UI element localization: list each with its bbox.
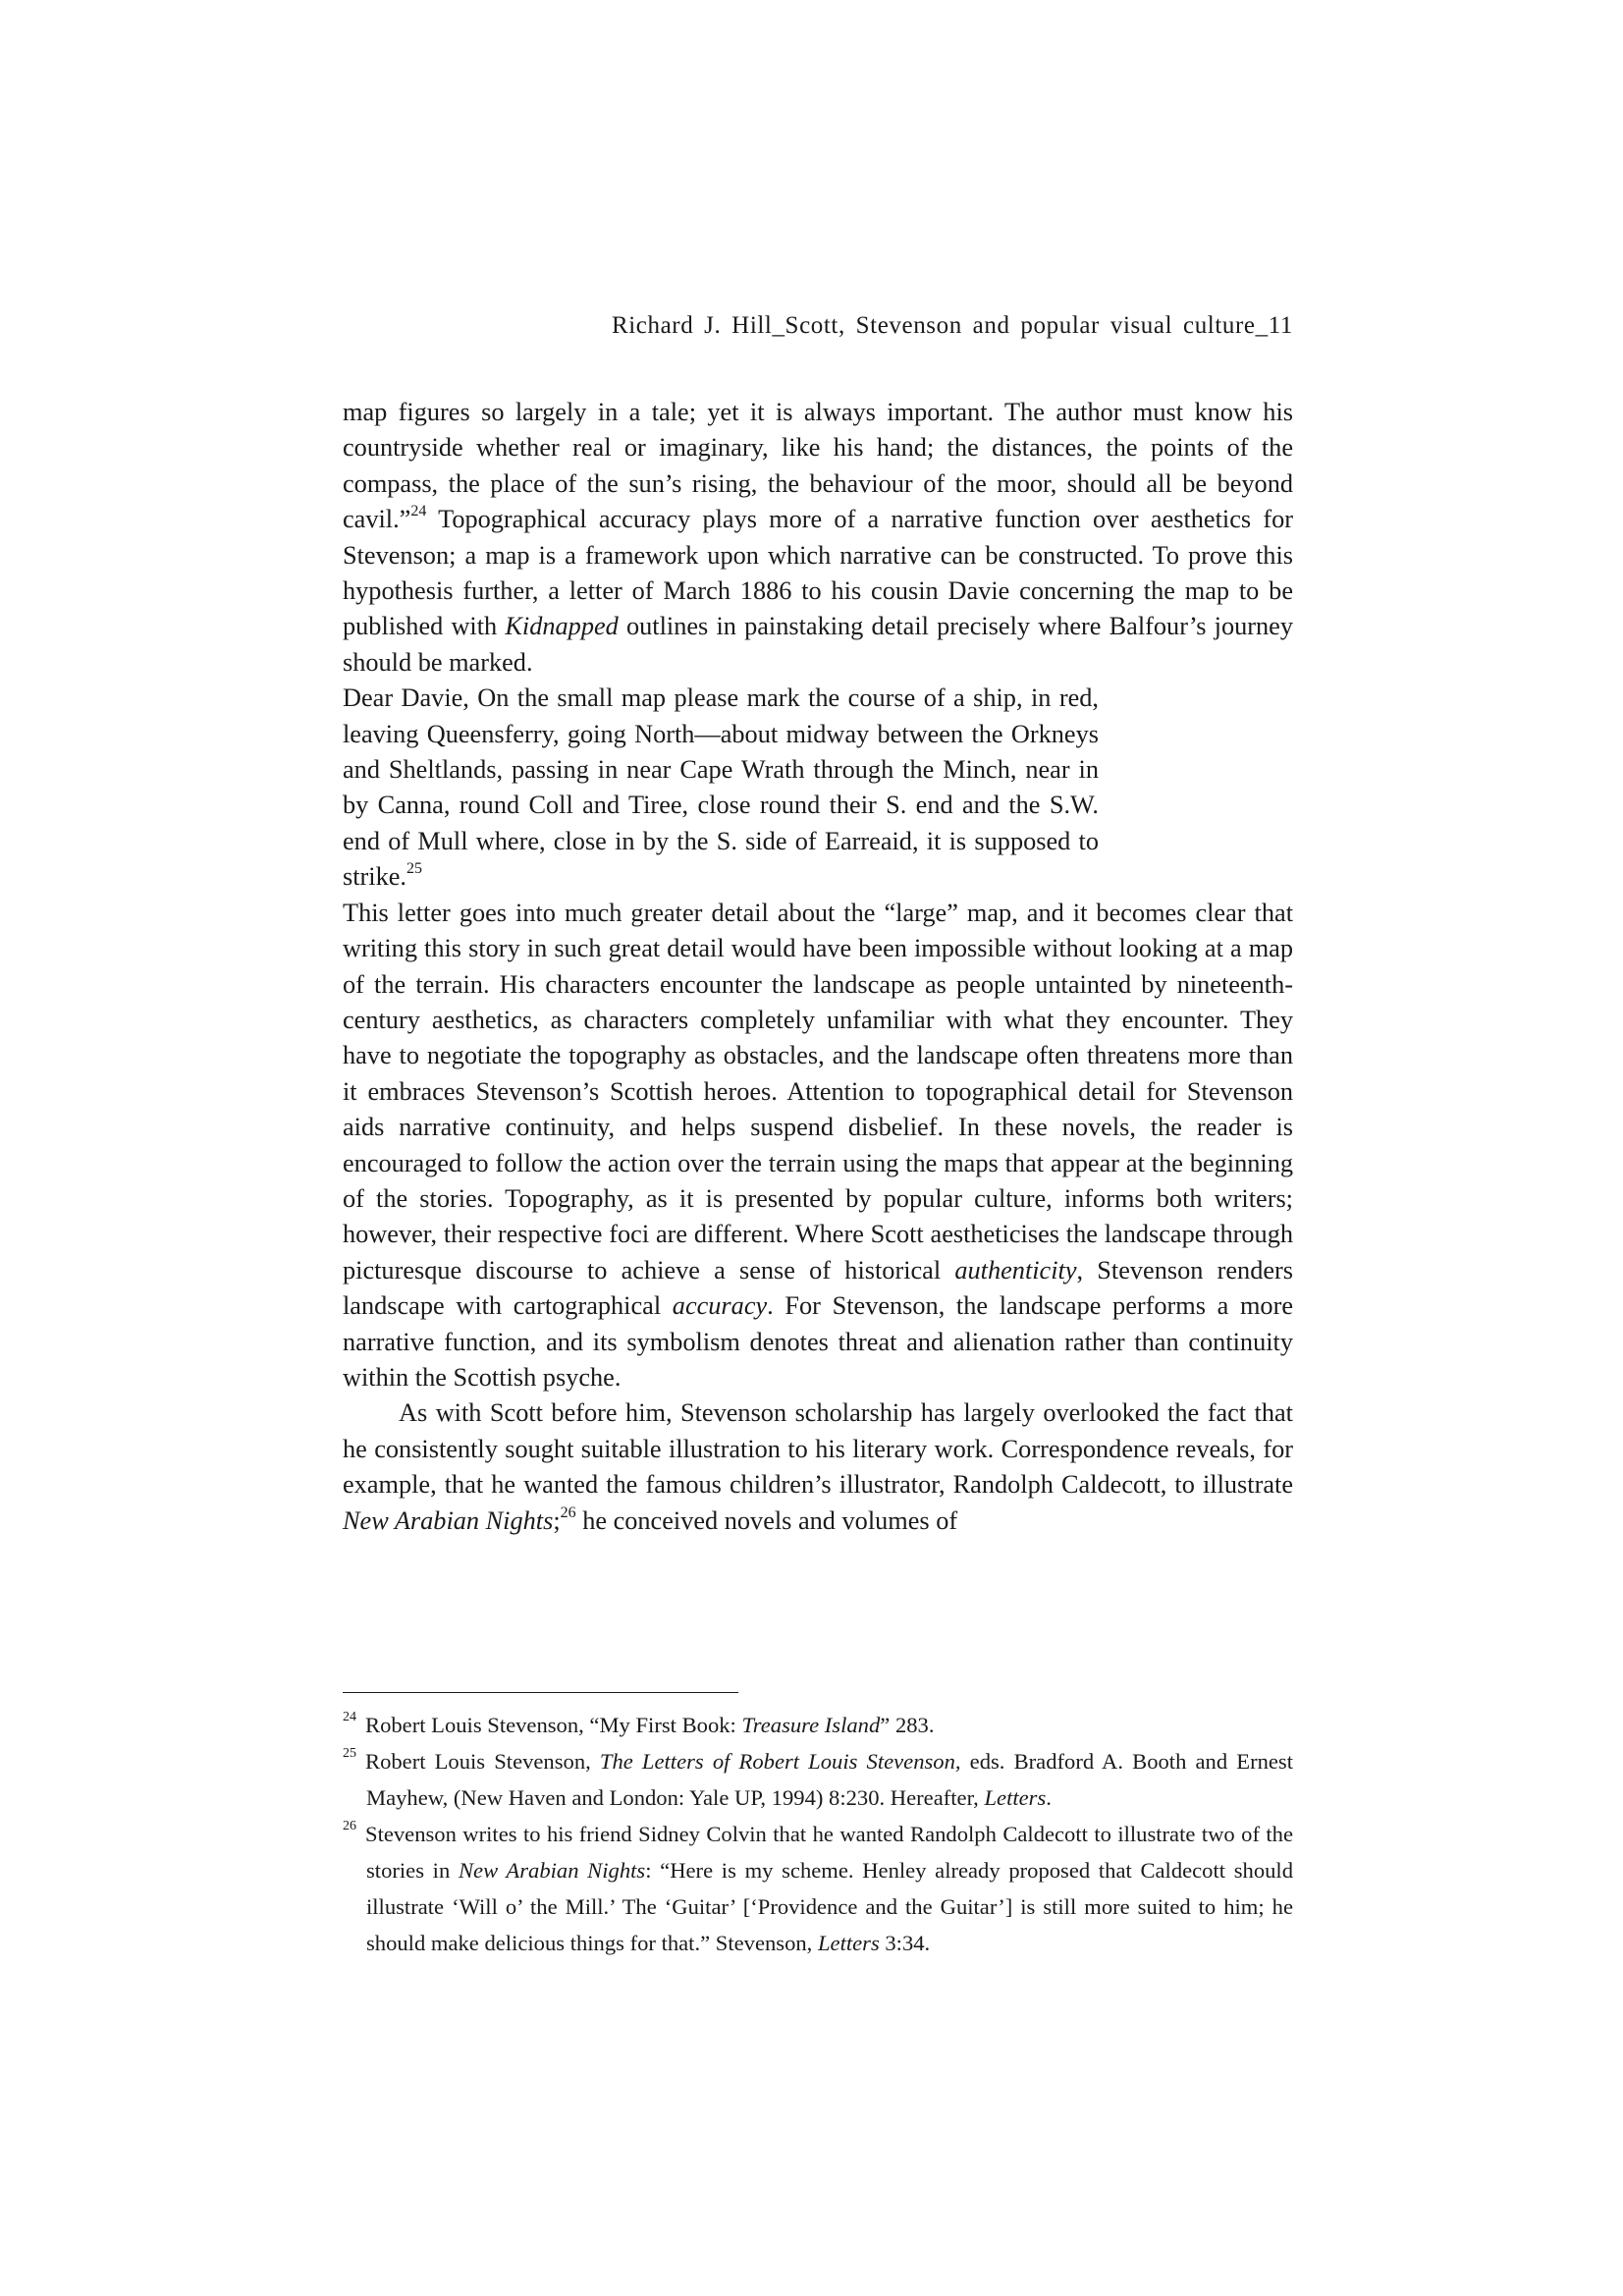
block-quote	[343, 681, 1099, 895]
footnote-24	[343, 1707, 1293, 1743]
text-span: , Stevenson renders landscape with cartographical	[343, 1255, 1294, 1321]
body-text	[343, 395, 1293, 1539]
footnote-26	[343, 1816, 1293, 1961]
text-span: Robert Louis Stevenson, “My First Book:	[365, 1713, 742, 1737]
text-span: This letter goes into much greater detail about the “large” map, and it becomes clear that writing this story in such great detail would have been impossible without looking at a map of the terrain. His characters encounter the landscape as people untainted by nineteenth-century aesthetics, as characters completely unfamiliar with what they encounter. They have to negotiate the topography as obstacles, and the landscape often threatens more than it embraces Stevenson’s Scottish heroes. Attention to topographical detail for Stevenson aids narrative continuity, and helps suspend disbelief. In these novels, the reader is encouraged to follow the action over the terrain using the maps that appear at the beginning of the stories. Topography, as it is presented by popular culture, informs both writers; however, their respective foci are different. Where Scott aestheticises the landscape through picturesque discourse to achieve a sense of historical	[343, 898, 1293, 1285]
text-span: he conceived novels and volumes of	[575, 1505, 958, 1535]
italic-title: The Letters of Robert Louis Stevenson,	[599, 1749, 961, 1774]
footnote-number: 24	[343, 1710, 356, 1725]
italic-title: New Arabian Nights	[343, 1505, 554, 1535]
text-span: ;	[553, 1505, 561, 1535]
paragraph	[343, 896, 1293, 1396]
italic-term: accuracy	[672, 1291, 768, 1321]
text-span: Topographical accuracy plays more of a narrative function over aesthetics for Stevenson; a map is a framework upon which narrative can be constructed. To prove this hypothesis further, a letter of March 1886 to his cousin Davie concerning the map to be published with	[343, 505, 1293, 641]
text-span: outlines in painstaking detail precisely where Balfour’s journey should be marked.	[343, 612, 1293, 677]
footnote-ref-26: 26	[560, 1503, 576, 1521]
paragraph	[343, 395, 1293, 681]
text-span: 3:34.	[879, 1931, 931, 1955]
footnote-ref-25: 25	[406, 860, 422, 878]
quote-text: Dear Davie, On the small map please mark the course of a ship, in red, leaving Queensferry, going North—about midway between the Orkneys and Sheltlands, passing in near Cape Wrath through the Minch, near in by Canna, round Coll and Tiree, close round their S. end and the S.W. end of Mull where, close in by the S. side of Earreaid, it is supposed to strike.	[343, 683, 1099, 892]
italic-title: Treasure Island	[741, 1713, 881, 1737]
text-span: ” 283.	[880, 1713, 935, 1737]
italic-term: authenticity	[954, 1255, 1077, 1285]
footnote-number: 26	[343, 1819, 356, 1834]
footnotes	[343, 1707, 1293, 1961]
text-span: : “Here is my scheme. Henley already proposed that Caldecott should illustrate ‘Will o’ the Mill.’ The ‘Guitar’ [‘Providence and the Guitar’] is still more suited to him; he should make delicious things for that.” Stevenson,	[366, 1858, 1293, 1955]
text-span: Robert Louis Stevenson,	[365, 1749, 600, 1774]
italic-title: Letters	[984, 1785, 1047, 1810]
text-span: eds. Bradford A. Booth and Ernest Mayhew, (New Haven and London: Yale UP, 1994) 8:230. Hereafter,	[366, 1749, 1294, 1810]
text-span: . For Stevenson, the landscape performs a more narrative function, and its symbolism denotes threat and alienation rather than continuity within the Scottish psyche.	[343, 1291, 1293, 1392]
running-head: Richard J. Hill_Scott, Stevenson and popular visual culture_11	[611, 312, 1293, 339]
text-span: .	[1046, 1785, 1052, 1810]
footnote-ref-24: 24	[410, 503, 427, 520]
italic-title: Letters	[817, 1931, 880, 1955]
italic-title: New Arabian Nights	[458, 1858, 646, 1883]
text-span: map figures so largely in a tale; yet it is always important. The author must know his countryside whether real or imaginary, like his hand; the distances, the points of the compass, the place of the sun’s rising, the behaviour of the moor, should all be beyond cavil.”	[343, 398, 1293, 534]
italic-title: Kidnapped	[505, 612, 619, 641]
text-span: As with Scott before him, Stevenson scholarship has largely overlooked the fact that he consistently sought suitable illustration to his literary work. Correspondence reveals, for example, that he wanted the famous children’s illustrator, Randolph Caldecott, to illustrate	[343, 1398, 1293, 1500]
footnote-number: 25	[343, 1746, 356, 1762]
paragraph	[343, 1395, 1293, 1539]
footnote-rule	[343, 1692, 738, 1693]
footnote-25	[343, 1743, 1293, 1816]
text-span: Stevenson writes to his friend Sidney Colvin that he wanted Randolph Caldecott to illustrate two of the stories in	[365, 1822, 1293, 1883]
